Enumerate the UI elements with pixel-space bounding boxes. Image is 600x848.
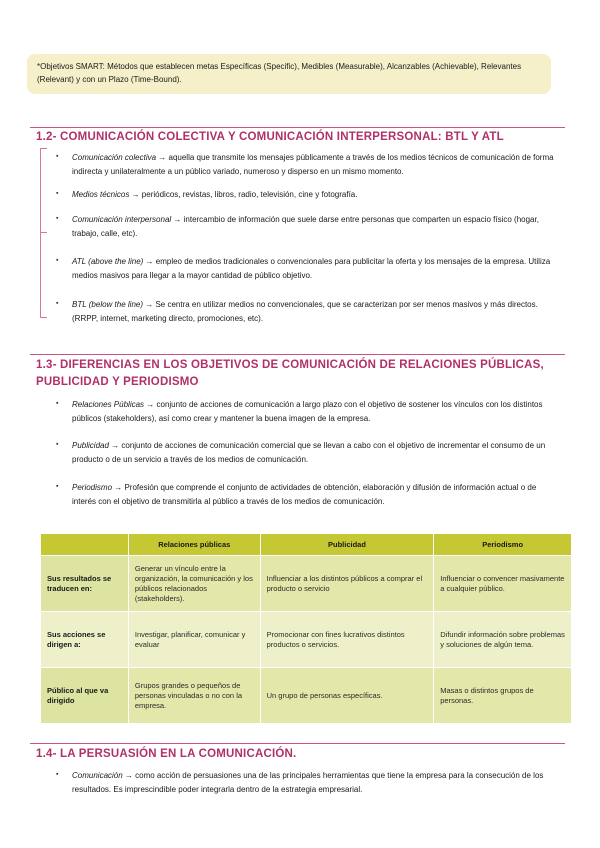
bullet-icon: ▪ [56,215,59,222]
table-cell: Influenciar a los distintos públicos a comprar el producto o servicio [260,556,434,612]
bullet-icon: ▪ [56,441,59,448]
table-row-header: Sus resultados se traducen en: [41,556,129,612]
table-cell: Un grupo de personas específicas. [260,668,434,724]
section-1-4-title: 1.4- LA PERSUASIÓN EN LA COMUNICACIÓN. [36,748,297,760]
smart-note-text: *Objetivos SMART: Métodos que establecen metas Específicas (Specific), Medibles (Measurable), Alcanzables (Achievable), Relevantes (Relevant) y con un Plazo (Time-Bound). [37,62,522,84]
section-divider [30,743,565,744]
bullet-icon: ▪ [56,483,59,490]
bullet-icon: ▪ [56,257,59,264]
table-row [41,668,572,724]
smart-note [27,54,551,94]
list-item: Periodismo → Profesión que comprende el conjunto de actividades de obtención, elaboración y difusión de información actual o de interés con el objetivo de transmitirla al público a través de los medios de comunicación. [72,483,537,506]
bullet-icon: ▪ [56,300,59,307]
list-item: ATL (above the line) → empleo de medios tradicionales o convencionales para publicitar la oferta y los mensajes de la empresa. Utiliza medios masivos para llegar a la mayor cantidad de público objetivo. [72,257,551,280]
list-item: Relaciones Públicas → conjunto de acciones de comunicación a largo plazo con el objetivo de sostener los vínculos con los distintos públicos (stakeholders), así como crear y mantener la buena imagen de la empresa. [72,400,543,423]
table-row [41,556,572,612]
bullet-icon: ▪ [56,153,59,160]
table-header-cell: Periodismo [434,534,572,556]
table-cell: Promocionar con fines lucrativos distintos productos o servicios. [260,612,434,668]
table-header-cell: Publicidad [260,534,434,556]
bracket-decoration [40,148,48,318]
table-cell: Grupos grandes o pequeños de personas vinculadas o no con la empresa. [128,668,260,724]
table-row-header: Público al que va dirigido [41,668,129,724]
table-header-cell [41,534,129,556]
section-divider [30,127,565,128]
bullet-icon: ▪ [56,771,59,778]
table-cell: Generar un vínculo entre la organización, la comunicación y los públicos relacionados (stakeholders). [128,556,260,612]
list-item: Medios técnicos → periódicos, revistas, libros, radio, televisión, cine y fotografía. [72,190,358,199]
table-cell: Investigar, planificar, comunicar y evaluar [128,612,260,668]
table-header-row [41,534,572,556]
list-item: Comunicación interpersonal → intercambio de información que suele darse entre personas que comparten un espacio físico (hogar, trabajo, calle, etc). [72,215,539,238]
section-1-2-title: 1.2- COMUNICACIÓN COLECTIVA Y COMUNICACIÓN INTERPERSONAL: BTL Y ATL [36,131,504,143]
table-row-header: Sus acciones se dirigen a: [41,612,129,668]
table-cell: Difundir información sobre problemas y soluciones de algún tema. [434,612,572,668]
table-row [41,612,572,668]
table-cell: Masas o distintos grupos de personas. [434,668,572,724]
table-header-cell: Relaciones públicas [128,534,260,556]
section-divider [30,354,565,355]
comparison-table [40,533,572,724]
list-item: Publicidad → conjunto de acciones de comunicación comercial que se llevan a cabo con el objetivo de incrementar el consumo de un producto o de un servicio a través de los medios de comunicación. [72,441,546,464]
table-cell: Influenciar o convencer masivamente a cualquier público. [434,556,572,612]
list-item: Comunicación colectiva → aquella que transmite los mensajes públicamente a través de los medios técnicos de comunicación de forma indirecta y unilateralmente a un público variado, numeroso y disperso en un mismo momento. [72,153,554,176]
list-item: BTL (below the line) → Se centra en utilizar medios no convencionales, que se caracterizan por ser menos masivos y más directos. (RRPP, internet, marketing directo, promociones, etc). [72,300,538,323]
section-1-3-title: 1.3- DIFERENCIAS EN LOS OBJETIVOS DE COMUNICACIÓN DE RELACIONES PÚBLICAS, [36,359,544,371]
section-1-3-title-line2: PUBLICIDAD Y PERIODISMO [36,376,199,388]
bullet-icon: ▪ [56,190,59,197]
list-item: Comunicación → como acción de persuasiones una de las principales herramientas que tiene la empresa para la consecución de los resultados. Es imprescindible poder integrarla dentro de la estrategia empresarial. [72,771,544,794]
bullet-icon: ▪ [56,400,59,407]
